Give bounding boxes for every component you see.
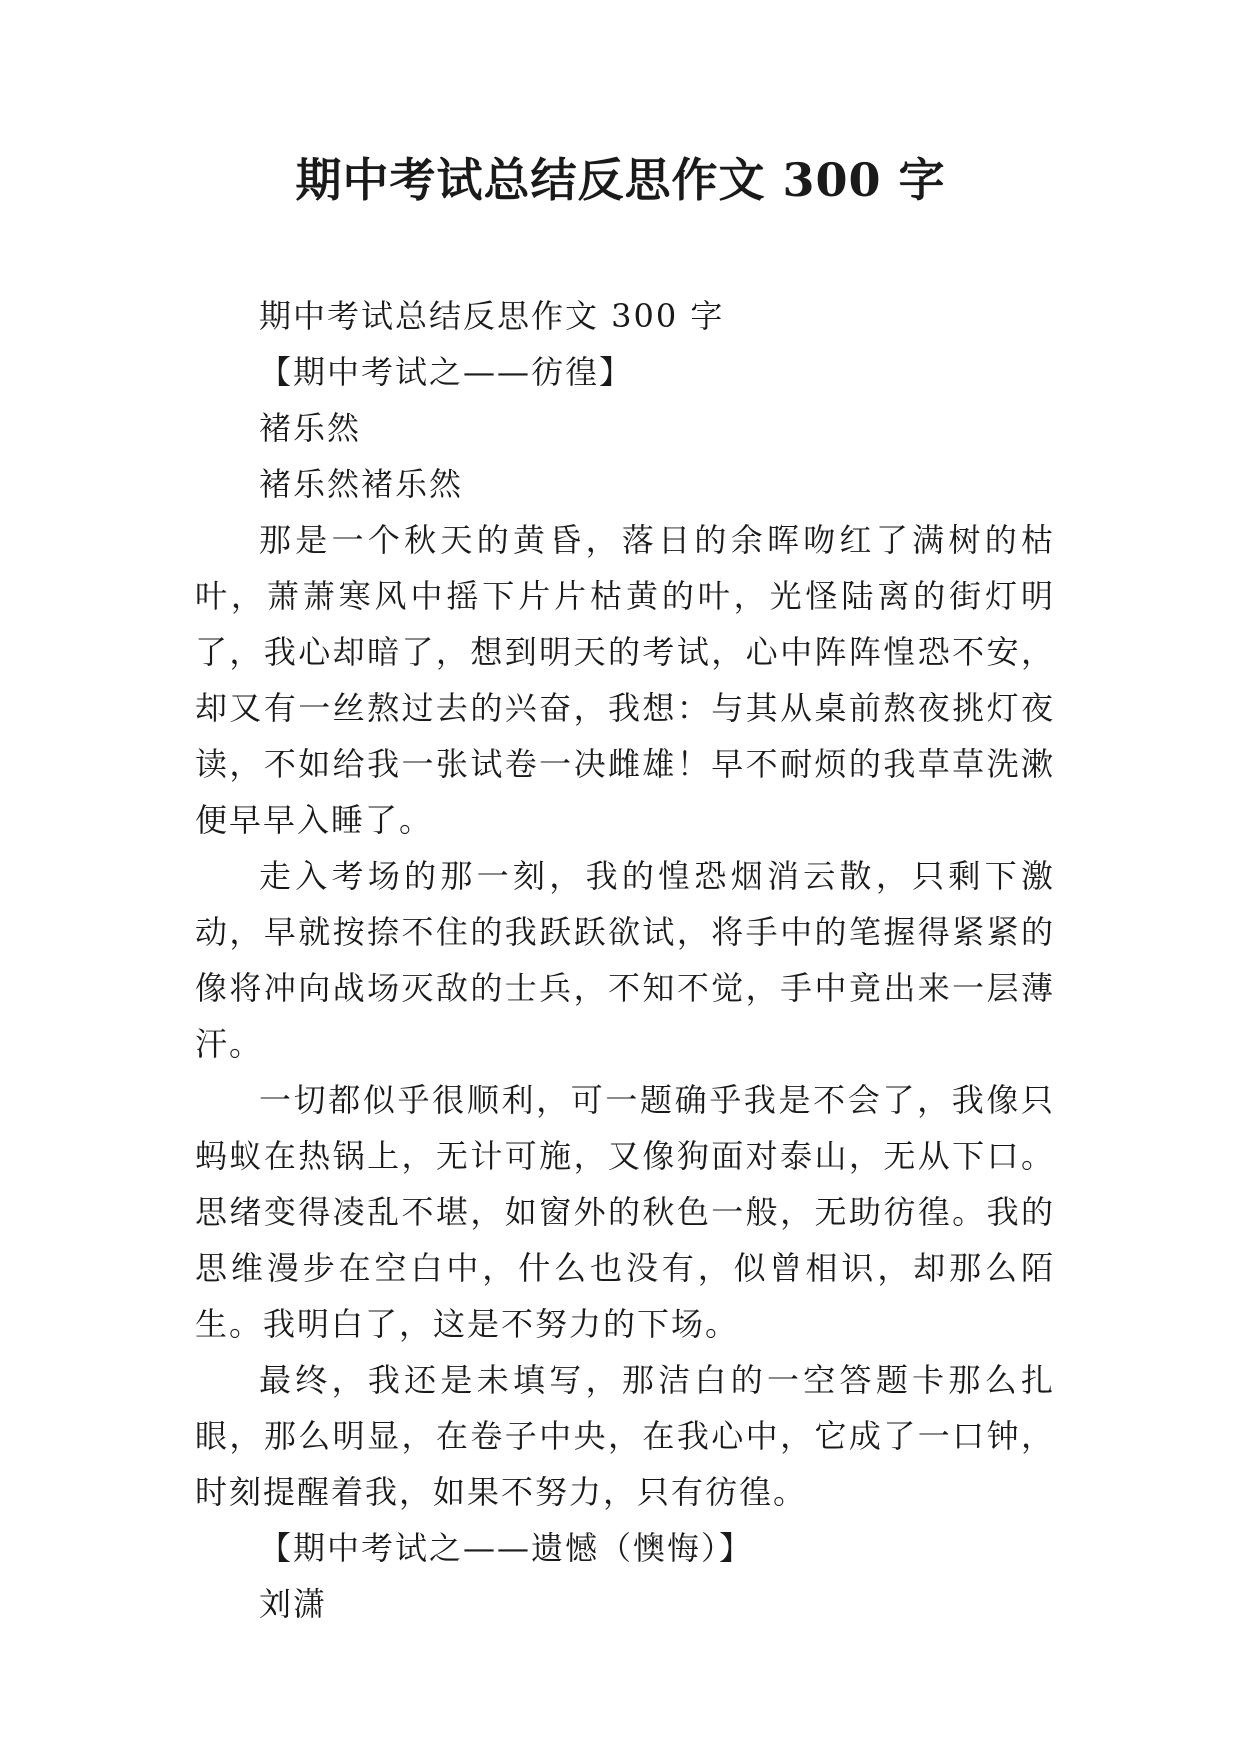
paragraph-author: 刘潇 [259,1585,328,1623]
paragraph-subtitle: 期中考试总结反思作文 300 字 [259,297,725,335]
document-body [195,288,1055,1632]
paragraph: 一切都似乎很顺利，可一题确乎我是不会了，我像只蚂蚁在热锅上，无计可施，又像狗面对泰山，无从下口。思绪变得凌乱不堪，如窗外的秋色一般，无助彷徨。我的思维漫步在空白中，什么也没有，似曾相识，却那么陌生。我明白了，这是不努力的下场。 [195,1081,1055,1343]
paragraph: 那是一个秋天的黄昏，落日的余晖吻红了满树的枯叶，萧萧寒风中摇下片片枯黄的叶，光怪陆离的街灯明了，我心却暗了，想到明天的考试，心中阵阵惶恐不安，却又有一丝熬过去的兴奋，我想：与其从桌前熬夜挑灯夜读，不如给我一张试卷一决雌雄！早不耐烦的我草草洗漱便早早入睡了。 [195,521,1055,839]
paragraph-author-repeat: 褚乐然褚乐然 [259,465,464,503]
paragraph: 走入考场的那一刻，我的惶恐烟消云散，只剩下激动，早就按捺不住的我跃跃欲试，将手中的笔握得紧紧的像将冲向战场灭敌的士兵，不知不觉，手中竟出来一层薄汗。 [195,857,1055,1063]
paragraph-author: 褚乐然 [259,409,362,447]
document-title: 期中考试总结反思作文 300 字 [295,153,946,207]
paragraph-section-heading: 【期中考试之——遗憾（懊悔）】 [259,1529,754,1567]
paragraph: 最终，我还是未填写，那洁白的一空答题卡那么扎眼，那么明显，在卷子中央，在我心中，它成了一口钟，时刻提醒着我，如果不努力，只有彷徨。 [195,1361,1055,1511]
paragraph-section-heading: 【期中考试之——彷徨】 [259,353,634,391]
